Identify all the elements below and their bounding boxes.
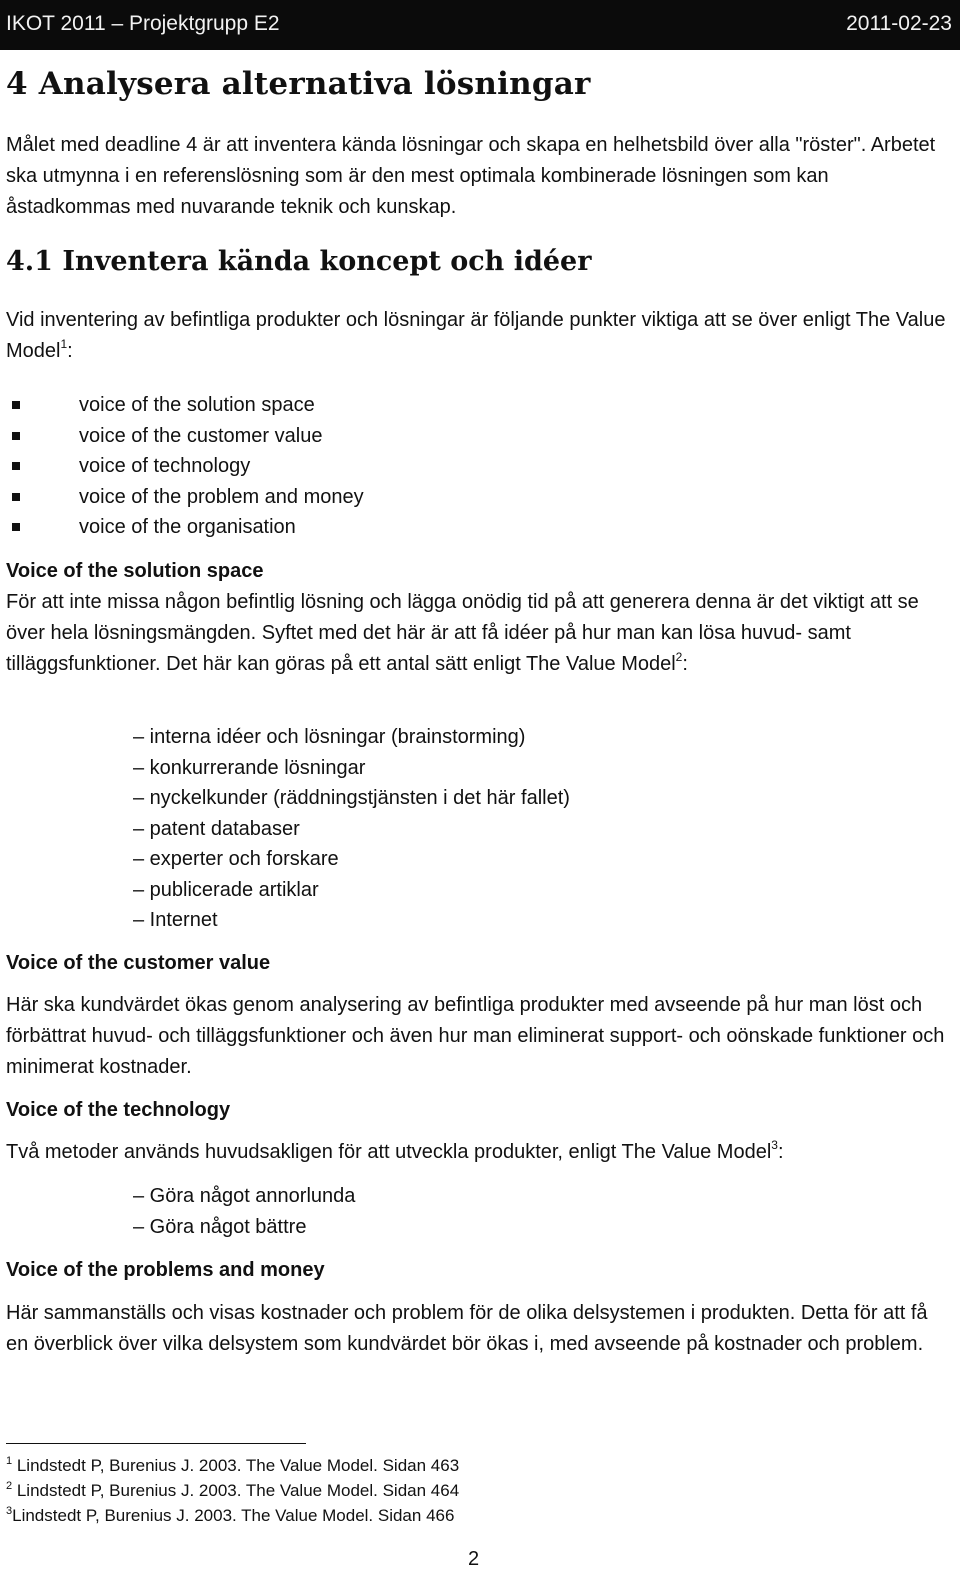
footnote-ref-2: 2 xyxy=(675,650,683,664)
solution-space-heading: Voice of the solution space xyxy=(6,560,264,582)
footnote-number: 1 xyxy=(6,1455,13,1467)
list-item xyxy=(12,512,364,543)
header-date: 2011-02-23 xyxy=(846,12,952,35)
footnote-text: Lindstedt P, Burenius J. 2003. The Value Model. Sidan 463 xyxy=(12,1456,460,1475)
list-item: – experter och forskare xyxy=(133,848,339,870)
list-item-label: voice of the organisation xyxy=(79,516,296,538)
footnote-text: Lindstedt P, Burenius J. 2003. The Value Model. Sidan 464 xyxy=(12,1481,460,1500)
technology-paragraph xyxy=(6,1137,950,1168)
list-item xyxy=(12,451,364,482)
problems-money-heading: Voice of the problems and money xyxy=(6,1259,325,1281)
list-item: – Göra något annorlunda xyxy=(133,1185,356,1207)
subsection-intro-tail: : xyxy=(67,340,73,362)
square-bullet-icon xyxy=(12,493,20,501)
list-item xyxy=(12,421,364,452)
page-header xyxy=(0,0,960,50)
list-item: – nyckelkunder (räddningstjänsten i det här fallet) xyxy=(133,787,570,809)
technology-heading: Voice of the technology xyxy=(6,1099,231,1121)
footnote-3 xyxy=(6,1506,454,1526)
list-item xyxy=(12,390,364,421)
square-bullet-icon xyxy=(12,401,20,409)
subsection-heading: 4.1 Inventera kända koncept och idéer xyxy=(6,246,592,277)
footnote-2 xyxy=(6,1481,459,1501)
customer-value-paragraph: Här ska kundvärdet ökas genom analysering av befintliga produkter med avseende på hur man löst och förbättrat huvud- och tilläggsfunktioner och även hur man eliminerat support- och oönskade funktioner och minimerat kostnader. xyxy=(6,994,945,1078)
list-item-label: voice of the customer value xyxy=(79,424,323,447)
header-project-title: IKOT 2011 – Projektgrupp E2 xyxy=(6,12,280,35)
subsection-intro-text: Vid inventering av befintliga produkter och lösningar är följande punkter viktiga att se över enligt The Value Model xyxy=(6,309,946,362)
solution-space-paragraph xyxy=(6,587,950,680)
list-item-label: voice of technology xyxy=(79,455,251,477)
square-bullet-icon xyxy=(12,523,20,531)
solution-space-text: För att inte missa någon befintlig lösning och lägga onödig tid på att generera denna är det viktigt att se över hela lösningsmängden. Syftet med det här är att få idéer på hur man kan lösa huvud- samt tilläggsfunktioner. Det här kan göras på ett antal sätt enligt The Value Model xyxy=(6,591,919,675)
voices-bullet-list xyxy=(12,390,364,543)
list-item: – publicerade artiklar xyxy=(133,878,319,901)
technology-tail: : xyxy=(777,1141,784,1163)
list-item: – patent databaser xyxy=(133,817,300,840)
list-item-label: voice of the solution space xyxy=(79,394,315,416)
footnote-number: 2 xyxy=(6,1480,13,1492)
footnote-number: 3 xyxy=(6,1505,13,1517)
page-number: 2 xyxy=(468,1548,480,1570)
footnote-1 xyxy=(6,1456,459,1476)
section-intro-paragraph: Målet med deadline 4 är att inventera kända lösningar och skapa en helhetsbild över alla "röster". Arbetet ska utmynna i en referenslösning som är den mest optimala kombinerade lösningen som kan åstadkommas med nuvarande teknik och kunskap. xyxy=(6,134,936,218)
technology-text: Två metoder används huvudsakligen för att utveckla produkter, enligt The Value Model xyxy=(6,1141,772,1163)
square-bullet-icon xyxy=(12,462,20,470)
problems-money-paragraph: Här sammanställs och visas kostnader och problem för de olika delsystemen i produkten. Detta för att få en överblick över vilka delsystem som kundvärdet bör ökas i, med avseende på kostnader och problem. xyxy=(6,1302,928,1355)
list-item xyxy=(12,482,364,513)
list-item: – Internet xyxy=(133,909,218,931)
footnote-ref-3: 3 xyxy=(771,1138,778,1152)
footnote-ref-1: 1 xyxy=(60,337,68,351)
list-item: – Göra något bättre xyxy=(133,1215,307,1238)
solution-sources-list xyxy=(133,722,570,936)
list-item-label: voice of the problem and money xyxy=(79,485,364,508)
solution-space-tail: : xyxy=(682,653,688,675)
footnote-text: Lindstedt P, Burenius J. 2003. The Value Model. Sidan 466 xyxy=(12,1506,455,1525)
section-heading: 4 Analysera alternativa lösningar xyxy=(6,66,591,102)
footnote-separator xyxy=(6,1443,306,1444)
list-item: – konkurrerande lösningar xyxy=(133,756,366,779)
list-item: – interna idéer och lösningar (brainstorming) xyxy=(133,726,526,748)
subsection-intro-paragraph xyxy=(6,305,950,367)
square-bullet-icon xyxy=(12,432,20,440)
technology-methods-list xyxy=(133,1181,355,1242)
customer-value-heading: Voice of the customer value xyxy=(6,952,271,974)
